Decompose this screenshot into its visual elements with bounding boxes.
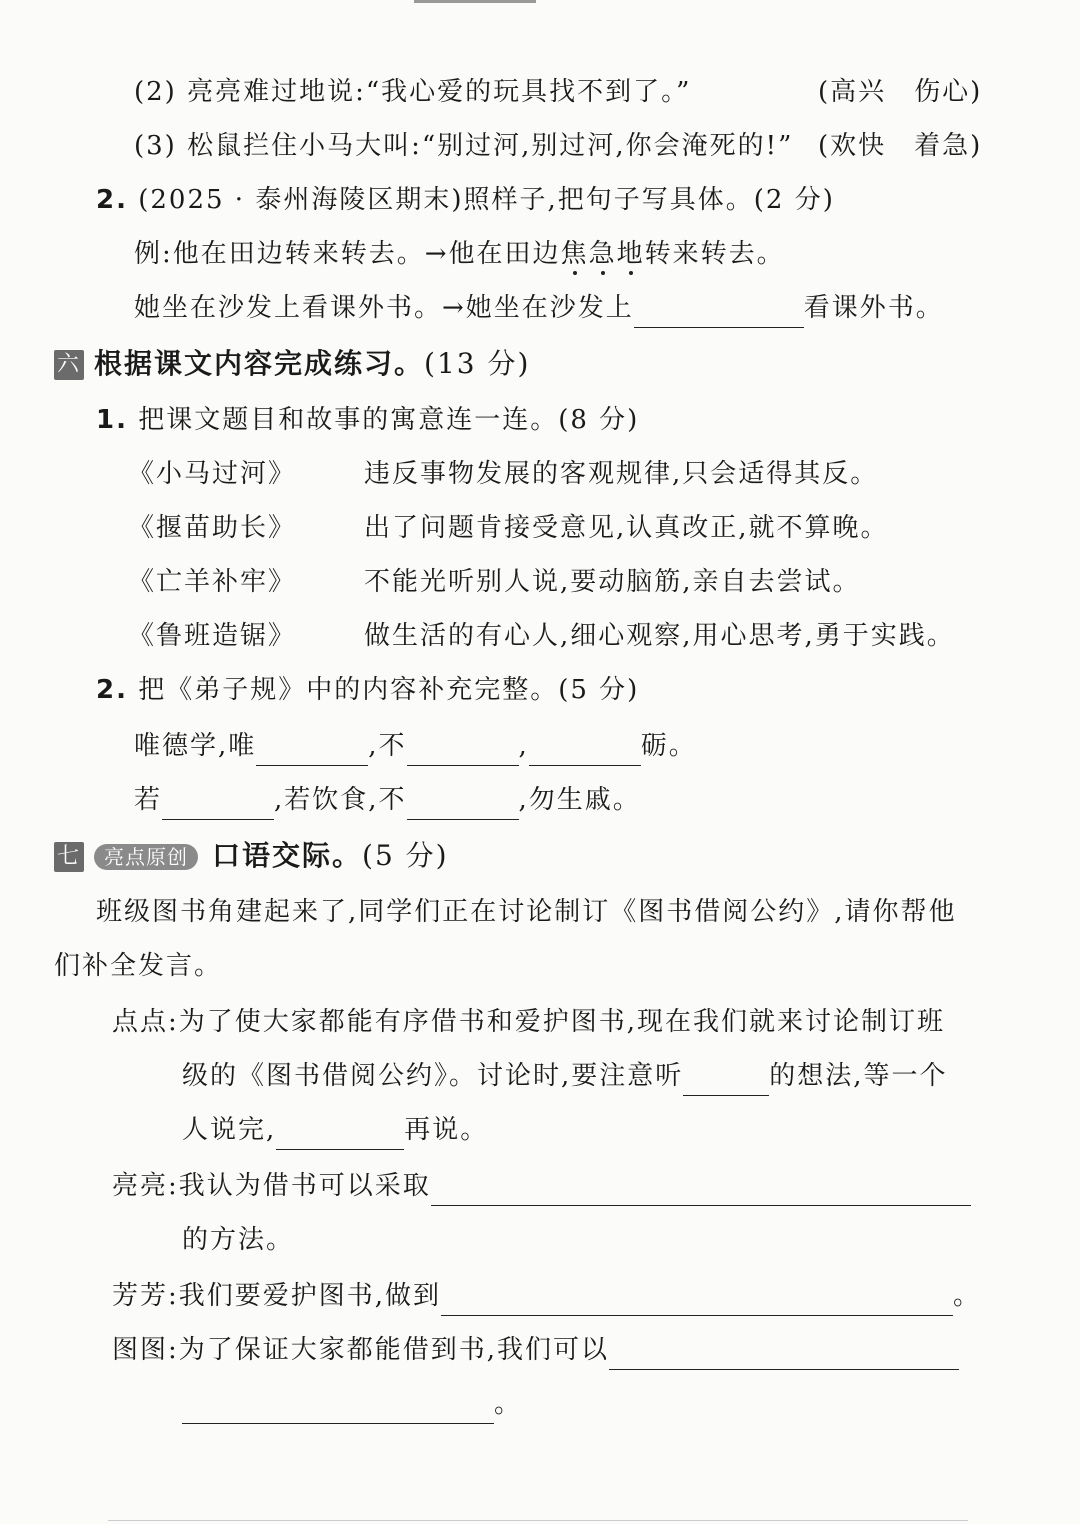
s5-q1-item3-choices: (欢快 着急)	[818, 131, 983, 161]
page-bottom-rule	[108, 1520, 968, 1521]
s5-q2-task: 她坐在沙发上看课外书。→她坐在沙发上 看课外书。	[134, 288, 944, 328]
section-number-badge: 七	[54, 842, 84, 872]
answer-blank[interactable]	[162, 789, 274, 820]
s6-q1-moral-4[interactable]: 做生活的有心人,细心观察,用心思考,勇于实践。	[364, 621, 955, 651]
answer-blank[interactable]	[441, 1285, 953, 1316]
section-number-badge: 六	[54, 350, 84, 380]
answer-blank[interactable]	[431, 1175, 971, 1206]
s6-q1-moral-2[interactable]: 出了问题肯接受意见,认真改正,就不算晚。	[364, 513, 889, 543]
s7-intro-line2: 们补全发言。	[54, 951, 223, 981]
s7-dialog-liangliang-1: 亮亮:我认为借书可以采取	[112, 1166, 971, 1206]
s6-q2-line1: 唯德学,唯 ,不 , 砺。	[134, 726, 697, 766]
s5-q1-item2-choices: (高兴 伤心)	[818, 77, 983, 107]
answer-blank[interactable]	[634, 297, 804, 328]
section-7-heading: 七 亮点原创 口语交际。(5 分)	[54, 836, 449, 876]
section-6-heading: 六 根据课文内容完成练习。(13 分)	[54, 344, 530, 384]
s6-q2-heading: 2. 把《弟子规》中的内容补充完整。(5 分)	[96, 675, 640, 705]
s6-q1-title-2[interactable]: 《揠苗助长》	[128, 513, 297, 543]
answer-blank[interactable]	[529, 735, 641, 766]
s5-q2-heading: 2. (2025 · 泰州海陵区期末)照样子,把句子写具体。(2 分)	[96, 185, 835, 215]
item-text: (2) 亮亮难过地说:“我心爱的玩具找不到了。”	[134, 77, 692, 107]
s7-dialog-tutu-2: 。	[182, 1384, 522, 1424]
answer-blank[interactable]	[407, 735, 519, 766]
answer-blank[interactable]	[182, 1393, 494, 1424]
s6-q1-title-4[interactable]: 《鲁班造锯》	[128, 621, 297, 651]
answer-blank[interactable]	[276, 1119, 404, 1150]
s7-intro-line1: 班级图书角建起来了,同学们正在讨论制订《图书借阅公约》,请你帮他	[96, 897, 957, 927]
original-badge: 亮点原创	[94, 844, 198, 870]
s5-q1-item2	[134, 72, 691, 112]
s6-q2-line2: 若 ,若饮食,不 ,勿生戚。	[134, 780, 641, 820]
s7-dialog-diandian-3: 人说完, 再说。	[182, 1110, 488, 1150]
s6-q1-title-3[interactable]: 《亡羊补牢》	[128, 567, 297, 597]
s6-q1-moral-3[interactable]: 不能光听别人说,要动脑筋,亲自去尝试。	[364, 567, 861, 597]
s6-q1-moral-1[interactable]: 违反事物发展的客观规律,只会适得其反。	[364, 459, 879, 489]
s5-q1-item3: (3) 松鼠拦住小马大叫:“别过河,别过河,你会淹死的!”	[134, 131, 794, 161]
answer-blank[interactable]	[683, 1065, 769, 1096]
s6-q1-heading: 1. 把课文题目和故事的寓意连一连。(8 分)	[96, 405, 640, 435]
answer-blank[interactable]	[407, 789, 519, 820]
s6-q1-title-1[interactable]: 《小马过河》	[128, 459, 297, 489]
s7-dialog-diandian-1: 点点:为了使大家都能有序借书和爱护图书,现在我们就来讨论制订班	[112, 1007, 946, 1037]
s7-dialog-tutu-1: 图图:为了保证大家都能借到书,我们可以	[112, 1330, 959, 1370]
answer-blank[interactable]	[256, 735, 368, 766]
s7-dialog-fangfang: 芳芳:我们要爱护图书,做到 。	[112, 1276, 981, 1316]
s7-dialog-diandian-2: 级的《图书借阅公约》。讨论时,要注意听 的想法,等一个	[182, 1056, 948, 1096]
s5-q2-example: 例:他在田边转来转去。→他在田边焦急地转来转去。	[134, 239, 785, 269]
s7-dialog-liangliang-2: 的方法。	[182, 1225, 295, 1255]
page-top-rule	[414, 0, 536, 3]
answer-blank[interactable]	[609, 1339, 959, 1370]
